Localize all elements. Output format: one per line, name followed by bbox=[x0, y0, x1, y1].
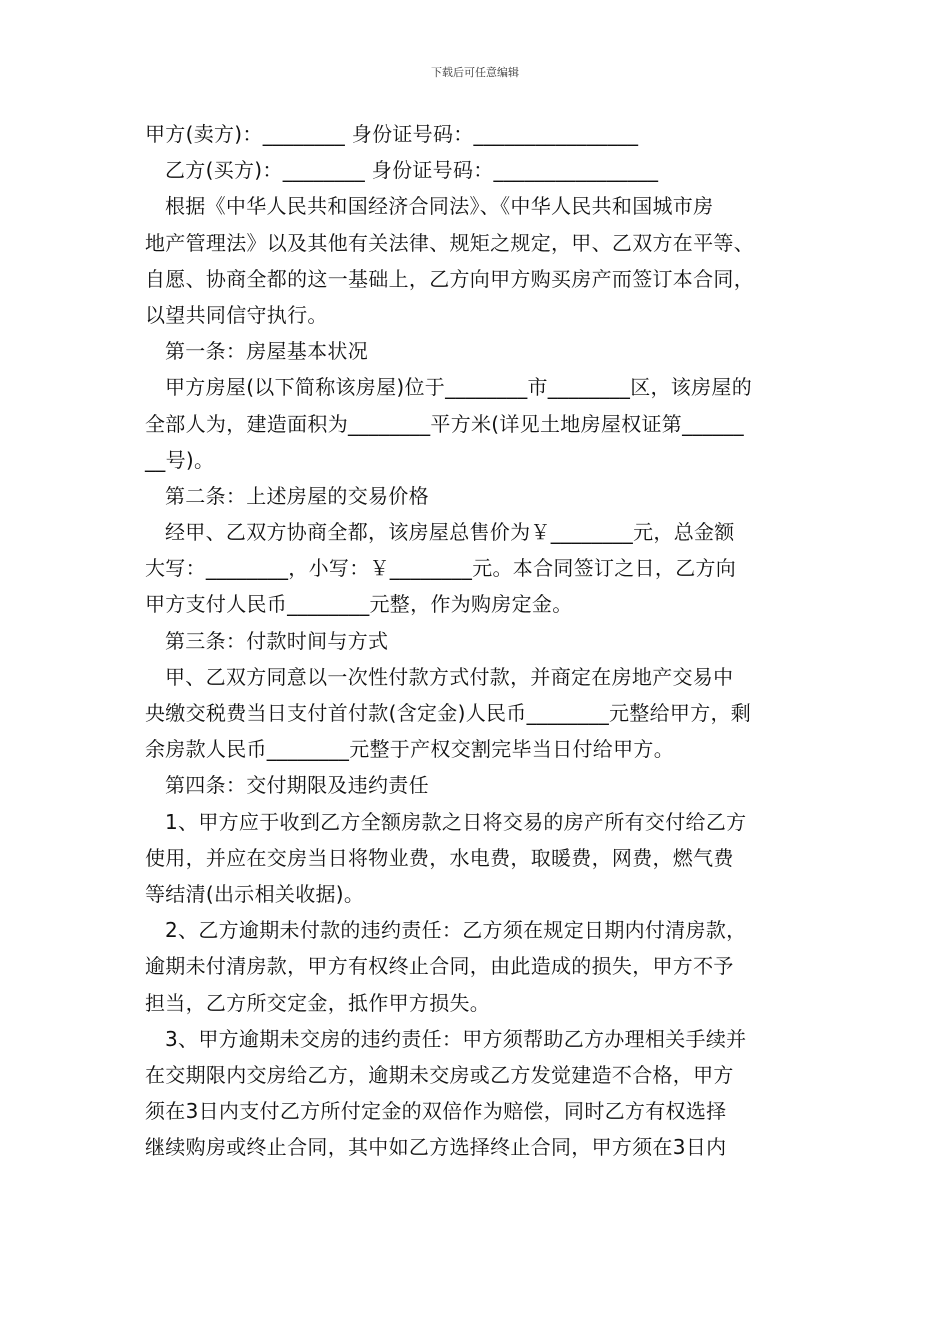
text-line: 在交期限内交房给乙方，逾期未交房或乙方发觉建造不合格，甲方 bbox=[145, 1062, 734, 1087]
text-line: 余房款人民币________元整于产权交割完毕当日付给甲方。 bbox=[145, 737, 674, 762]
text-line: 第四条：交付期限及违约责任 bbox=[165, 773, 429, 798]
text-line: 全部人为，建造面积为________平方米(详见土地房屋权证第______ bbox=[145, 411, 744, 436]
text-line: 经甲、乙双方协商全都，该房屋总售价为￥________元，总金额 bbox=[165, 520, 735, 545]
text-line: 3、甲方逾期未交房的违约责任：甲方须帮助乙方办理相关手续并 bbox=[165, 1026, 747, 1051]
page-header: 下载后可任意编辑 bbox=[431, 66, 519, 79]
text-line: 甲方(卖方)：________ 身份证号码：________________ bbox=[145, 122, 639, 146]
text-line: 自愿、协商全都的这一基础上，乙方向甲方购买房产而签订本合同， bbox=[145, 266, 754, 291]
text-line: 继续购房或终止合同，其中如乙方选择终止合同，甲方须在3日内 bbox=[145, 1135, 727, 1160]
text-line: 等结清(出示相关收据)。 bbox=[145, 881, 365, 906]
document-body bbox=[145, 116, 817, 1165]
text-line: __号)。 bbox=[145, 447, 215, 472]
text-line: 第三条：付款时间与方式 bbox=[165, 628, 389, 653]
text-line: 甲方支付人民币________元整，作为购房定金。 bbox=[145, 592, 573, 617]
text-line: 第二条：上述房屋的交易价格 bbox=[165, 483, 429, 508]
text-line: 大写：________，小写：￥________元。本合同签订之日，乙方向 bbox=[145, 556, 737, 581]
text-line: 逾期未付清房款，甲方有权终止合同，由此造成的损失，甲方不予 bbox=[145, 954, 734, 979]
text-line: 第一条：房屋基本状况 bbox=[165, 339, 368, 364]
text-line: 根据《中华人民共和国经济合同法》、《中华人民共和国城市房 bbox=[165, 194, 714, 219]
text-line: 地产管理法》以及其他有关法律、规矩之规定，甲、乙双方在平等、 bbox=[145, 230, 754, 255]
text-line: 乙方(买方)：________ 身份证号码：________________ bbox=[165, 158, 659, 183]
text-line: 使用，并应在交房当日将物业费，水电费，取暖费，网费，燃气费 bbox=[145, 845, 734, 870]
text-line: 甲、乙双方同意以一次性付款方式付款，并商定在房地产交易中 bbox=[165, 664, 734, 689]
text-line: 甲方房屋(以下简称该房屋)位于________市________区，该房屋的 bbox=[165, 375, 753, 400]
text-line: 以望共同信守执行。 bbox=[145, 302, 328, 327]
text-line: 担当，乙方所交定金，抵作甲方损失。 bbox=[145, 990, 491, 1015]
text-line: 2、乙方逾期未付款的违约责任：乙方须在规定日期内付清房款， bbox=[165, 918, 747, 943]
text-line: 央缴交税费当日支付首付款(含定金)人民币________元整给甲方，剩 bbox=[145, 701, 752, 725]
text-line: 1、甲方应于收到乙方全额房款之日将交易的房产所有交付给乙方 bbox=[165, 809, 747, 834]
text-line: 须在3日内支付乙方所付定金的双倍作为赔偿，同时乙方有权选择 bbox=[145, 1099, 727, 1124]
